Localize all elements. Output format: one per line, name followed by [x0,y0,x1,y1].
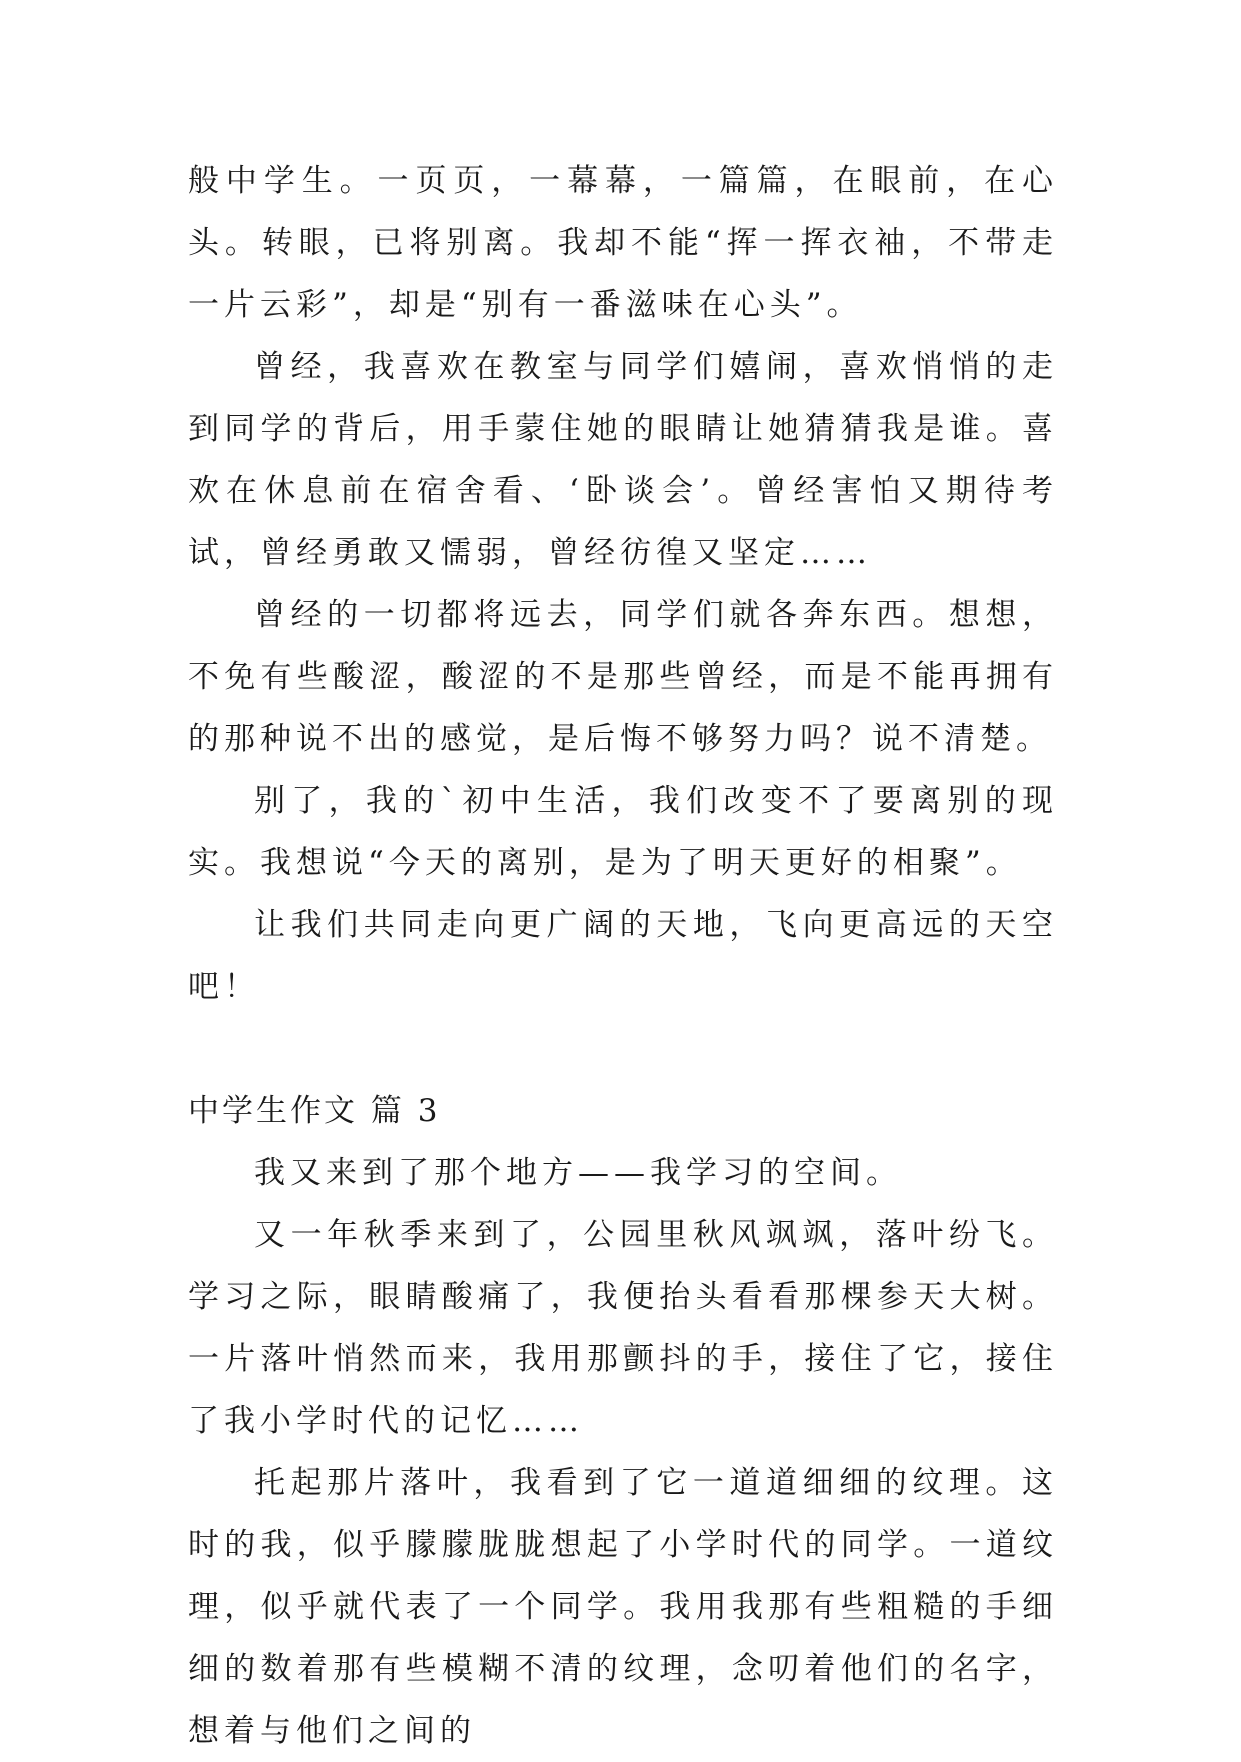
document-body [188,150,1058,1762]
paragraph: 般中学生。一页页，一幕幕，一篇篇，在眼前，在心头。转眼，已将别离。我却不能“挥一挥衣袖，不带走一片云彩”，却是“别有一番滋味在心头”。 [188,163,1058,323]
paragraph: 曾经，我喜欢在教室与同学们嬉闹，喜欢悄悄的走到同学的背后，用手蒙住她的眼睛让她猜猜我是谁。喜欢在休息前在宿舍看、‘卧谈会’。曾经害怕又期待考试，曾经勇敢又懦弱，曾经彷徨又坚定…… [188,349,1058,571]
paragraph: 曾经的一切都将远去，同学们就各奔东西。想想，不免有些酸涩，酸涩的不是那些曾经，而是不能再拥有的那种说不出的感觉，是后悔不够努力吗？说不清楚。 [188,597,1058,757]
paragraph: 托起那片落叶，我看到了它一道道细细的纹理。这时的我，似乎朦朦胧胧想起了小学时代的同学。一道纹理，似乎就代表了一个同学。我用我那有些粗糙的手细细的数着那有些模糊不清的纹理，念叨着他们的名字，想着与他们之间的 [188,1465,1058,1749]
paragraph: 又一年秋季来到了，公园里秋风飒飒，落叶纷飞。学习之际，眼睛酸痛了，我便抬头看看那棵参天大树。一片落叶悄然而来，我用那颤抖的手，接住了它，接住了我小学时代的记忆…… [188,1217,1058,1439]
section-heading: 中学生作文 篇 3 [188,1093,441,1129]
paragraph: 让我们共同走向更广阔的天地，飞向更高远的天空吧！ [188,907,1058,1005]
section-spacer [188,1018,1058,1080]
paragraph: 别了，我的`初中生活，我们改变不了要离别的现实。我想说“今天的离别，是为了明天更好的相聚”。 [188,783,1058,881]
paragraph: 我又来到了那个地方——我学习的空间。 [254,1155,902,1191]
